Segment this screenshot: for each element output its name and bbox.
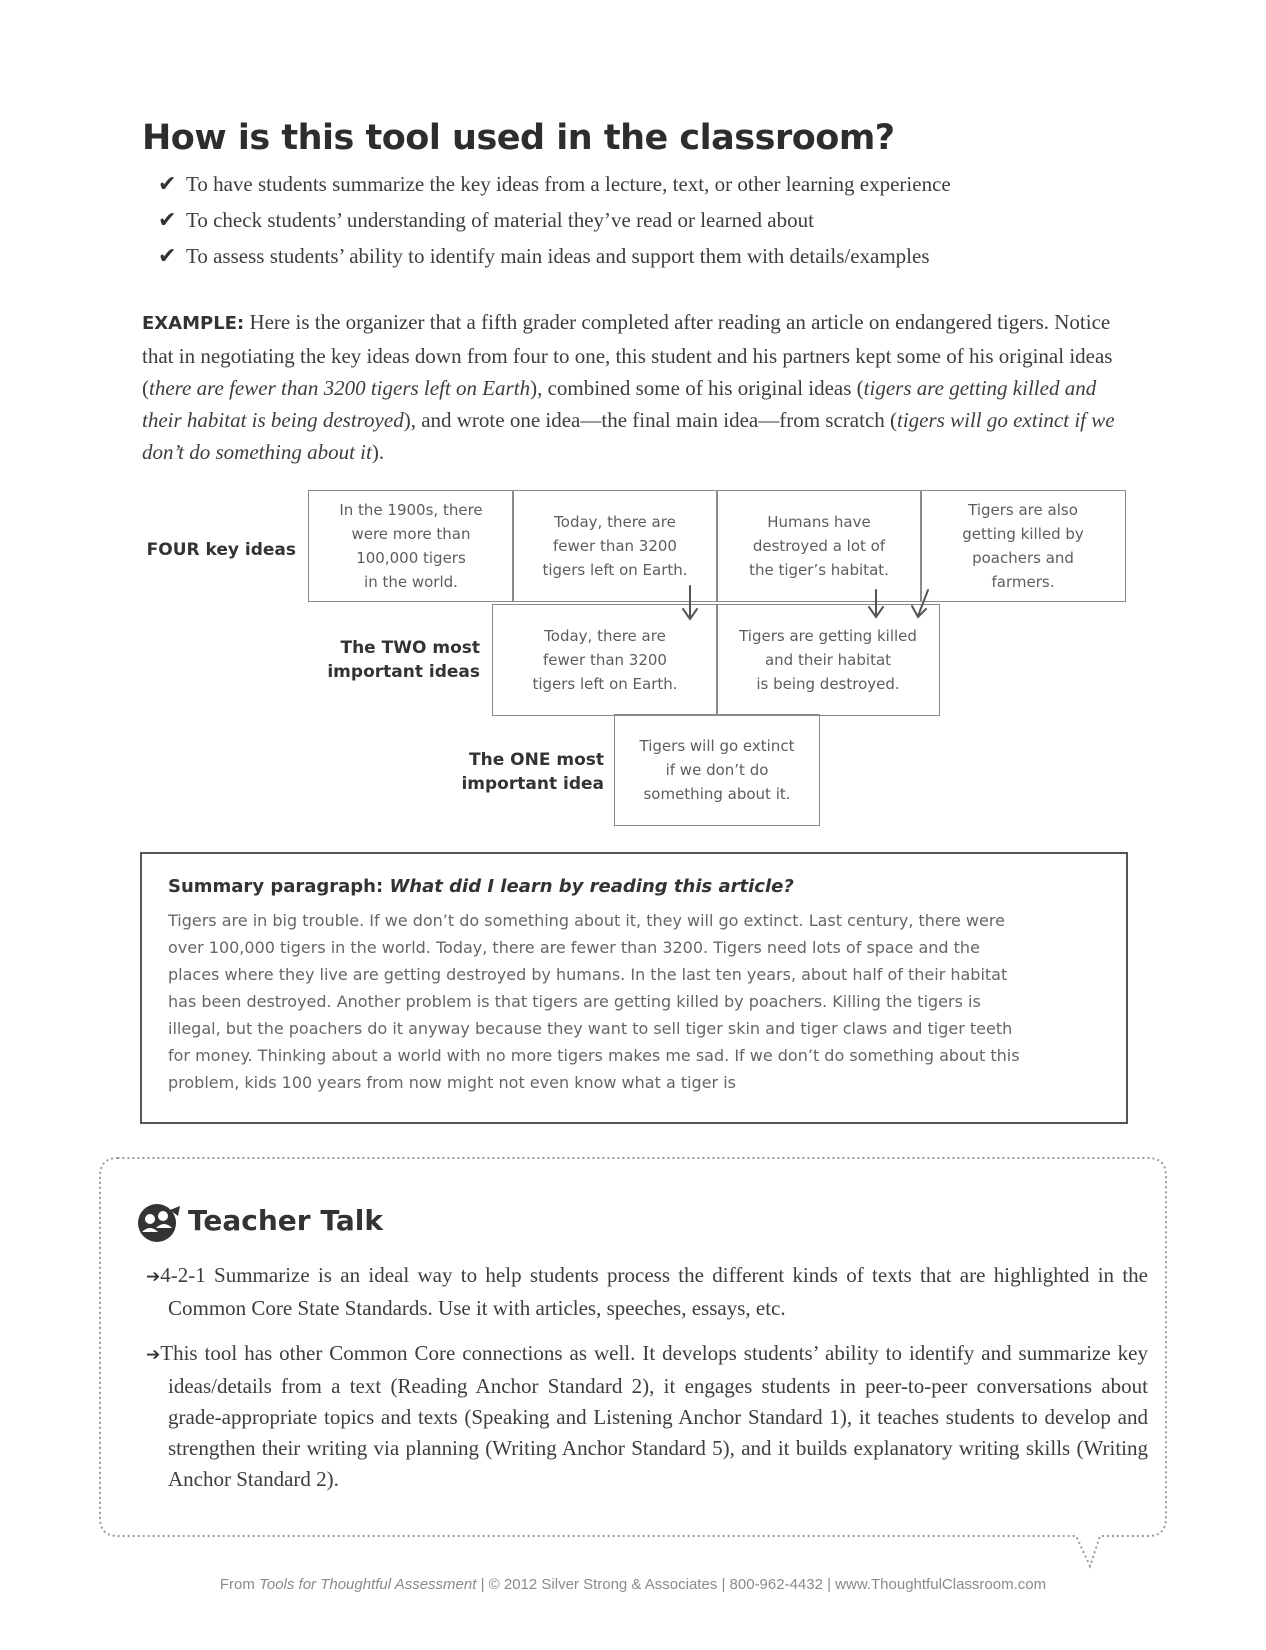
use-text: To have students summarize the key ideas from a lecture, text, or other learning experience — [186, 172, 951, 196]
four-idea-box-2: Today, there are fewer than 3200 tigers left on Earth. — [512, 490, 718, 602]
checkmark-icon: ✔ — [158, 208, 177, 233]
example-label: EXAMPLE: — [142, 313, 245, 334]
teacher-talk-icon — [136, 1202, 182, 1249]
checkmark-icon: ✔ — [158, 172, 177, 197]
four-idea-box-3: Humans have destroyed a lot of the tiger’s habitat. — [716, 490, 922, 602]
teacher-talk-point-2: ➔This tool has other Common Core connections as well. It develops students’ ability to identify and summarize key ideas/details from a text (Reading Anchor Standard 2), it engages students in peer-to-peer conversations about grade-appropriate topics and texts (Speaking and Listening Anchor Standard 1), it teaches students to develop and strengthen their writing via planning (Writing Anchor Standard 5), and it builds explanatory writing skills (Writing Anchor Standard 2). — [146, 1341, 1148, 1491]
summary-text: Tigers are in big trouble. If we don’t do something about it, they will go extinct. Last century, there were over 100,000 tigers in the world. Today, there are fewer than 3200. Tigers need lots of space and the places where they live are getting destroyed by humans. In the last ten years, about half of their habitat has been destroyed. Another problem is that tigers are getting killed by poachers. Killing the tigers is illegal, but the poachers do it anyway because they want to sell tiger skin and tiger claws and tiger teeth for money. Thinking about a world with no more tigers makes me sad. If we don’t do something about this problem, kids 100 years from now might not even know what a tiger is — [168, 911, 1020, 1092]
two-idea-box-1: Today, there are fewer than 3200 tigers left on Earth. — [492, 604, 718, 716]
two-ideas-label: The TWO most important ideas — [327, 638, 480, 682]
page-title: How is this tool used in the classroom? — [142, 118, 895, 158]
four-idea-box-1: In the 1900s, there were more than 100,000 tigers in the world. — [308, 490, 514, 602]
one-idea-label: The ONE most important idea — [461, 750, 604, 794]
four-key-ideas-label: FOUR key ideas — [146, 540, 296, 560]
example-paragraph: EXAMPLE: Here is the organizer that a fifth grader completed after reading an article on endangered tigers. Notice that in negotiating the key ideas down from four to one, this student and his partners kept some of his original ideas (there are fewer than 3200 tigers left on Earth), combined some of his original ideas (tigers are getting killed and their habitat is being destroyed), and wrote one idea—the final main idea—from scratch (tigers will go extinct if we don’t do something about it). — [142, 310, 1115, 464]
one-idea-box: Tigers will go extinct if we don’t do something about it. — [614, 714, 820, 826]
arrow-right-icon: ➔ — [146, 1267, 161, 1287]
four-idea-box-4: Tigers are also getting killed by poachers and farmers. — [920, 490, 1126, 602]
use-text: To check students’ understanding of material they’ve read or learned about — [186, 208, 814, 232]
summary-heading: Summary paragraph: What did I learn by reading this article? — [168, 876, 794, 897]
two-idea-box-2: Tigers are getting killed and their habitat is being destroyed. — [716, 604, 940, 716]
teacher-talk-title: Teacher Talk — [188, 1204, 383, 1237]
checkmark-icon: ✔ — [158, 244, 177, 269]
arrow-right-icon: ➔ — [146, 1345, 161, 1365]
footer: From Tools for Thoughtful Assessment | © 2012 Silver Strong & Associates | 800-962-4432 | www.ThoughtfulClassroom.com — [219, 1576, 1047, 1593]
use-text: To assess students’ ability to identify main ideas and support them with details/examples — [186, 244, 930, 268]
teacher-talk-point-1: ➔4-2-1 Summarize is an ideal way to help students process the different kinds of texts that are highlighted in the Common Core State Standards. Use it with articles, speeches, essays, etc. — [146, 1263, 1148, 1320]
